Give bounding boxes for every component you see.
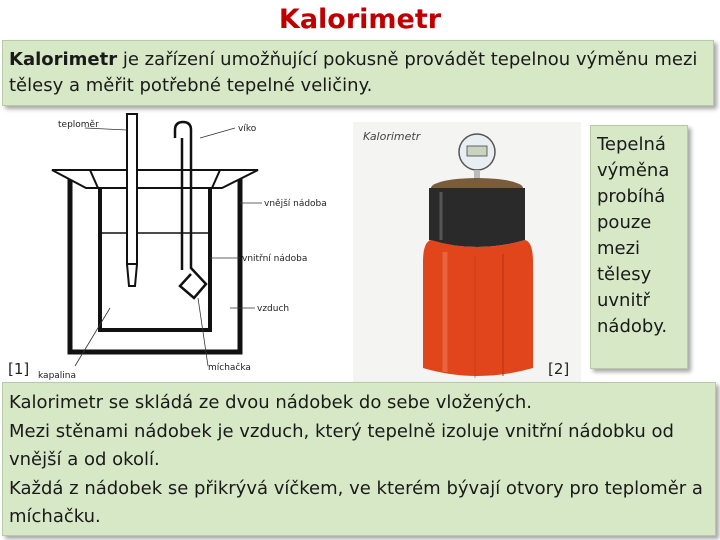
bottom-text-box (2, 382, 716, 536)
outer-vessel (70, 170, 240, 352)
calorimeter-photo (353, 122, 581, 384)
label-kapalina: kapalina (38, 371, 77, 381)
lid-right (212, 170, 258, 188)
inner-vessel (100, 188, 210, 330)
bottom-line-3: Každá z nádobek se přikrývá víčkem, ve kterém bývají otvory pro teploměr a míchačku. (9, 477, 703, 527)
label-viko: víko (238, 124, 257, 134)
calorimeter-schematic (30, 108, 350, 388)
orange-vessel (423, 240, 533, 376)
thermometer (127, 114, 137, 264)
ref-1: [1] (8, 360, 30, 378)
intro-text: je zařízení umožňující pokusně provádět tepelnou výměnu mezi tělesy a měřit potřebné tepelné veličiny. (9, 49, 698, 96)
label-vnejsi: vnější nádoba (264, 199, 327, 209)
bottom-line-2: Mezi stěnami nádobek je vzduch, který tepelně izoluje vnitřní nádobku od vnější a od okolí. (9, 420, 674, 470)
lid-body (429, 188, 525, 247)
slide-title: Kalorimetr (278, 4, 442, 35)
label-teplomer: teploměr (58, 120, 99, 130)
label-vnitrni: vnitřní nádoba (242, 254, 308, 264)
photo-brand: Kalorimetr (363, 130, 421, 143)
stirrer (175, 122, 206, 298)
lid (52, 170, 98, 188)
ref-2: [2] (548, 360, 570, 378)
label-michacka: míchačka (208, 363, 251, 373)
label-vzduch: vzduch (257, 304, 290, 314)
intro-term: Kalorimetr (9, 49, 118, 70)
side-note: Tepelná výměna probíhá pouze mezi tělesy uvnitř nádoby. (590, 125, 688, 369)
bottom-line-1: Kalorimetr se skládá ze dvou nádobek do sebe vložených. (9, 392, 533, 413)
intro-box (2, 40, 714, 106)
